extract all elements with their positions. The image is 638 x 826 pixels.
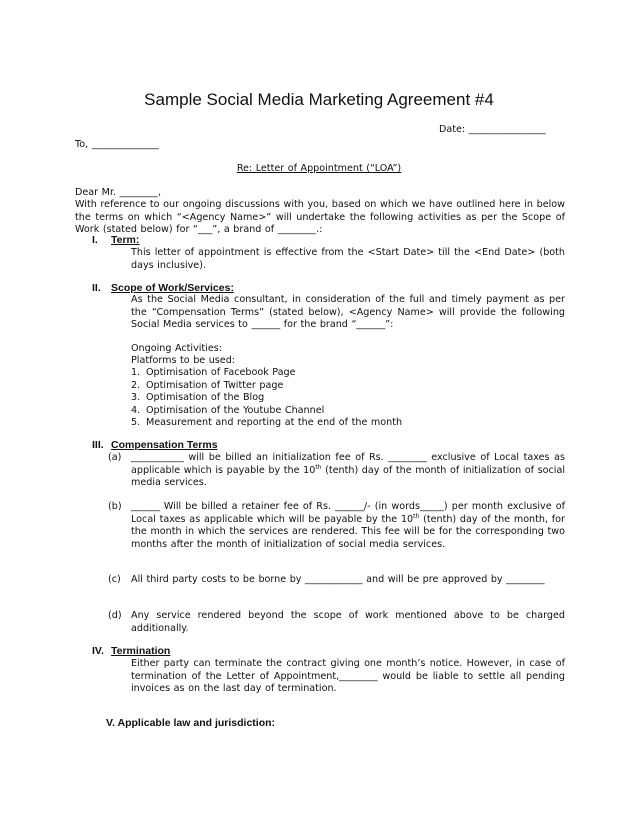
clause-a-text: ___________ will be billed an initialization fee of Rs. ________ exclusive of Local taxes as applicable which is payable by the 10th (tenth) day of the month of initialization of social media services. (131, 452, 566, 489)
subject-line: Re: Letter of Appointment (“LOA”) (236, 163, 402, 174)
section-termination-body: Either party can terminate the contract giving one month’s notice. However, in case of termination of the Letter of Appointment,________ would be liable to settle all pending invoices as on the last day of termination. (131, 658, 565, 695)
section-termination-title: Termination (111, 645, 171, 657)
document-title: Sample Social Media Marketing Agreement #4 (144, 90, 494, 109)
section-law-number: V. (106, 717, 115, 729)
clause-d-text: Any service rendered beyond the scope of work mentioned above to be charged additionally. (131, 610, 565, 634)
section-law-title: Applicable law and jurisdiction: (117, 717, 276, 729)
ongoing-activities-label: Ongoing Activities: (131, 343, 222, 354)
date-line: Date: ________________ (439, 124, 546, 135)
list-item: 2. Optimisation of Twitter page (131, 379, 284, 391)
section-termination-heading (92, 645, 170, 658)
section-compensation-number: III. (92, 439, 104, 451)
section-scope-body: As the Social Media consultant, in consideration of the full and timely payment as per the “Compensation Terms” (stated below), <Agency Name> will provide the following Social Media services to ______ for the brand “______”: (131, 294, 565, 331)
salutation: Dear Mr. ________, (75, 187, 162, 198)
list-item: 1. Optimisation of Facebook Page (131, 367, 296, 378)
section-term-number: I. (92, 234, 98, 246)
section-compensation-heading (92, 439, 218, 452)
list-item: 5. Measurement and reporting at the end of the month (131, 417, 403, 429)
section-term-title: Term: (111, 234, 140, 246)
intro-paragraph: With reference to our ongoing discussions with you, based on which we have outlined here in below the terms on which “<Agency Name>” will undertake the following activities as per the Scope of Work (stated below) for “___”, a brand of ________.: (75, 199, 565, 236)
clause-c-label: (c) (108, 574, 121, 585)
section-scope-number: II. (92, 282, 101, 294)
clause-b-text: ______ Will be billed a retainer fee of Rs. ______/- (in words_____) per month exclusive of Local taxes as applicable which will be payable by the 10th (tenth) day of the month, for the month in which the services are rendered. This fee will be for the corresponding two months after the month of initialization of social media services. (131, 501, 565, 550)
clause-d-label: (d) (108, 610, 122, 621)
section-compensation-title: Compensation Terms (111, 439, 218, 451)
list-item: 3. Optimisation of the Blog (131, 392, 265, 404)
section-scope-title: Scope of Work/Services: (111, 282, 234, 294)
section-term-heading (92, 234, 139, 247)
platforms-label: Platforms to be used: (131, 355, 236, 366)
clause-c-text: All third party costs to be borne by ____________ and will be pre approved by ________ (131, 574, 545, 585)
to-line: To, ______________ (75, 139, 159, 150)
section-scope-heading (92, 282, 234, 295)
section-termination-number: IV. (92, 645, 104, 657)
activities-list (131, 367, 402, 430)
section-law-heading (106, 717, 275, 730)
list-item: 4. Optimisation of the Youtube Channel (131, 404, 325, 416)
clause-b-label: (b) (108, 501, 122, 512)
clause-a-label: (a) (108, 452, 122, 463)
section-term-body: This letter of appointment is effective from the <Start Date> till the <End Date> (both days inclusive). (131, 247, 565, 271)
